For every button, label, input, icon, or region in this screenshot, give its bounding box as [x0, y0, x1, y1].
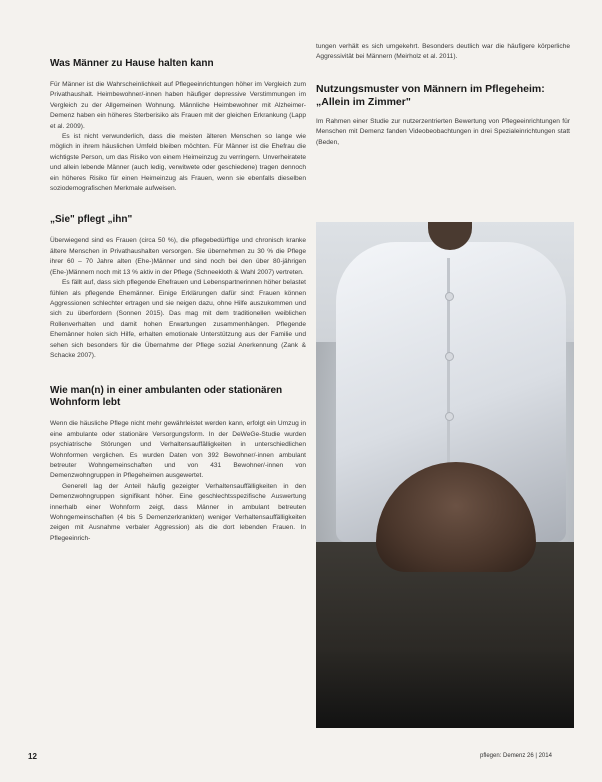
paragraph: Generell lag der Anteil häufig gezeigter Verhaltensauffälligkeiten in den Demenzwohngruppen signifikant höher. Eine geschlechtsspezifische Auswertung innerhalb einer Wohnform zeigt, dass Männer in ambulant betreuten Wohngemeinschaften (4 bis 5 Demenzerkrankten) weniger Verhaltensauffälligkeiten zeigen mit Ausnahme verbaler Aggression) als die dort lebenden Frauen. In Pflegeeinrich-	[50, 482, 306, 542]
section-heading: Nutzungsmuster von Männern im Pflegeheim: „Allein im Zimmer"	[316, 82, 545, 108]
paragraph: Überwiegend sind es Frauen (circa 50 %), die pflegebedürftige und chronisch kranke ältere Menschen in Privathaushalten versorgen. Sie übernehmen zu 30 % die Pflege ihrer 60 – 70 Jahre alten (Ehe-)Männer und sind noch bei den über 80-jährigen (Ehe-)Männern noch mit 13 % aktiv in der Pflege (Schneekloth & Wahl 2007) vertreten.	[50, 237, 306, 276]
paragraph: tungen verhält es sich umgekehrt. Besonders deutlich war die häufigere körperliche Aggressivität bei Männern (Meirholz et al. 2011).	[316, 43, 570, 61]
left-column	[50, 58, 306, 560]
section-she-cares-for-him	[50, 214, 306, 361]
section-heading: „Sie" pflegt „ihn"	[50, 214, 133, 226]
section-living-forms	[50, 385, 306, 544]
right-column	[316, 42, 570, 148]
paragraph: Für Männer ist die Wahrscheinlichkeit auf Pflegeeinrichtungen höher im Vergleich zum Privathaushalt. Heimbewohner/-innen haben häufiger depressive Verstimmungen im Vergleich zu der Allgemeinen Wohnung. Männliche Heimbewohner mit Alzheimer-Demenz haben ein höheres Sterberisiko als Frauen mit der gleichen Erkrankung (Lapp et al. 2009).	[50, 81, 306, 130]
photo-man-folded-hands	[316, 222, 574, 728]
section-heading: Was Männer zu Hause halten kann	[50, 58, 214, 69]
paragraph: Es ist nicht verwunderlich, dass die meisten älteren Menschen so lange wie möglich in ihrem häuslichen Umfeld bleiben möchten. Für Männer ist die Ehefrau die wichtigste Person, um das Risiko von einem Heimeinzug zu verringern. Unverheiratete und allein lebende Männer (auch ledig, verwitwete oder geschiedene) tragen dennoch ein höheres Risiko für einen Heimeinzug als Frauen, wenn sie ebenfalls dieselben soziodemografischen Merkmale aufweisen.	[50, 133, 306, 193]
paragraph: Wenn die häusliche Pflege nicht mehr gewährleistet werden kann, erfolgt ein Umzug in eine ambulante oder stationäre Versorgungsform. In der DeWeGe-Studie wurden psychiatrische Störungen und Verhaltensauffälligkeiten in unterschiedlichen Wohnformen verglichen. Es wurden Daten von 392 Bewohner/-innen ambulant betreuter Wohngemeinschaften und von 431 Bewohner/-innen von Demenzwohngruppen in Pflegeheimen ausgewertet.	[50, 420, 306, 480]
paragraph: Es fällt auf, dass sich pflegende Ehefrauen und Lebenspartnerinnen höher belastet fühlen als pflegende Ehemänner. Einige Erklärungen dafür sind: Frauen können Aggressionen schlechter ertragen und sie neigen dazu, ohne Hilfe auszukommen und sich zu überfordern (Sonnen 2015). Das mag mit dem traditionellen weiblichen Rollenverhalten und damit hohen Erwartungen zusammenhängen. Pflegende Ehemänner holen sich Hilfe, erhalten emotionale Unterstützung aus der Familie und sehen sich besonders für die Übernahme der Pflege sozial Anerkennung (Zank & Schacke 2007).	[50, 279, 306, 359]
paragraph: Im Rahmen einer Studie zur nutzerzentrierten Bewertung von Pflegeeinrichtungen für Menschen mit Demenz fanden Videobeobachtungen in drei Spezialeinrichtungen statt (Beden,	[316, 117, 570, 146]
section-heading: Wie man(n) in einer ambulanten oder stationären Wohnform lebt	[50, 385, 283, 409]
section-men-at-home	[50, 58, 306, 194]
journal-footer: pflegen: Demenz 26 | 2014	[480, 753, 552, 759]
page-number: 12	[28, 752, 37, 761]
